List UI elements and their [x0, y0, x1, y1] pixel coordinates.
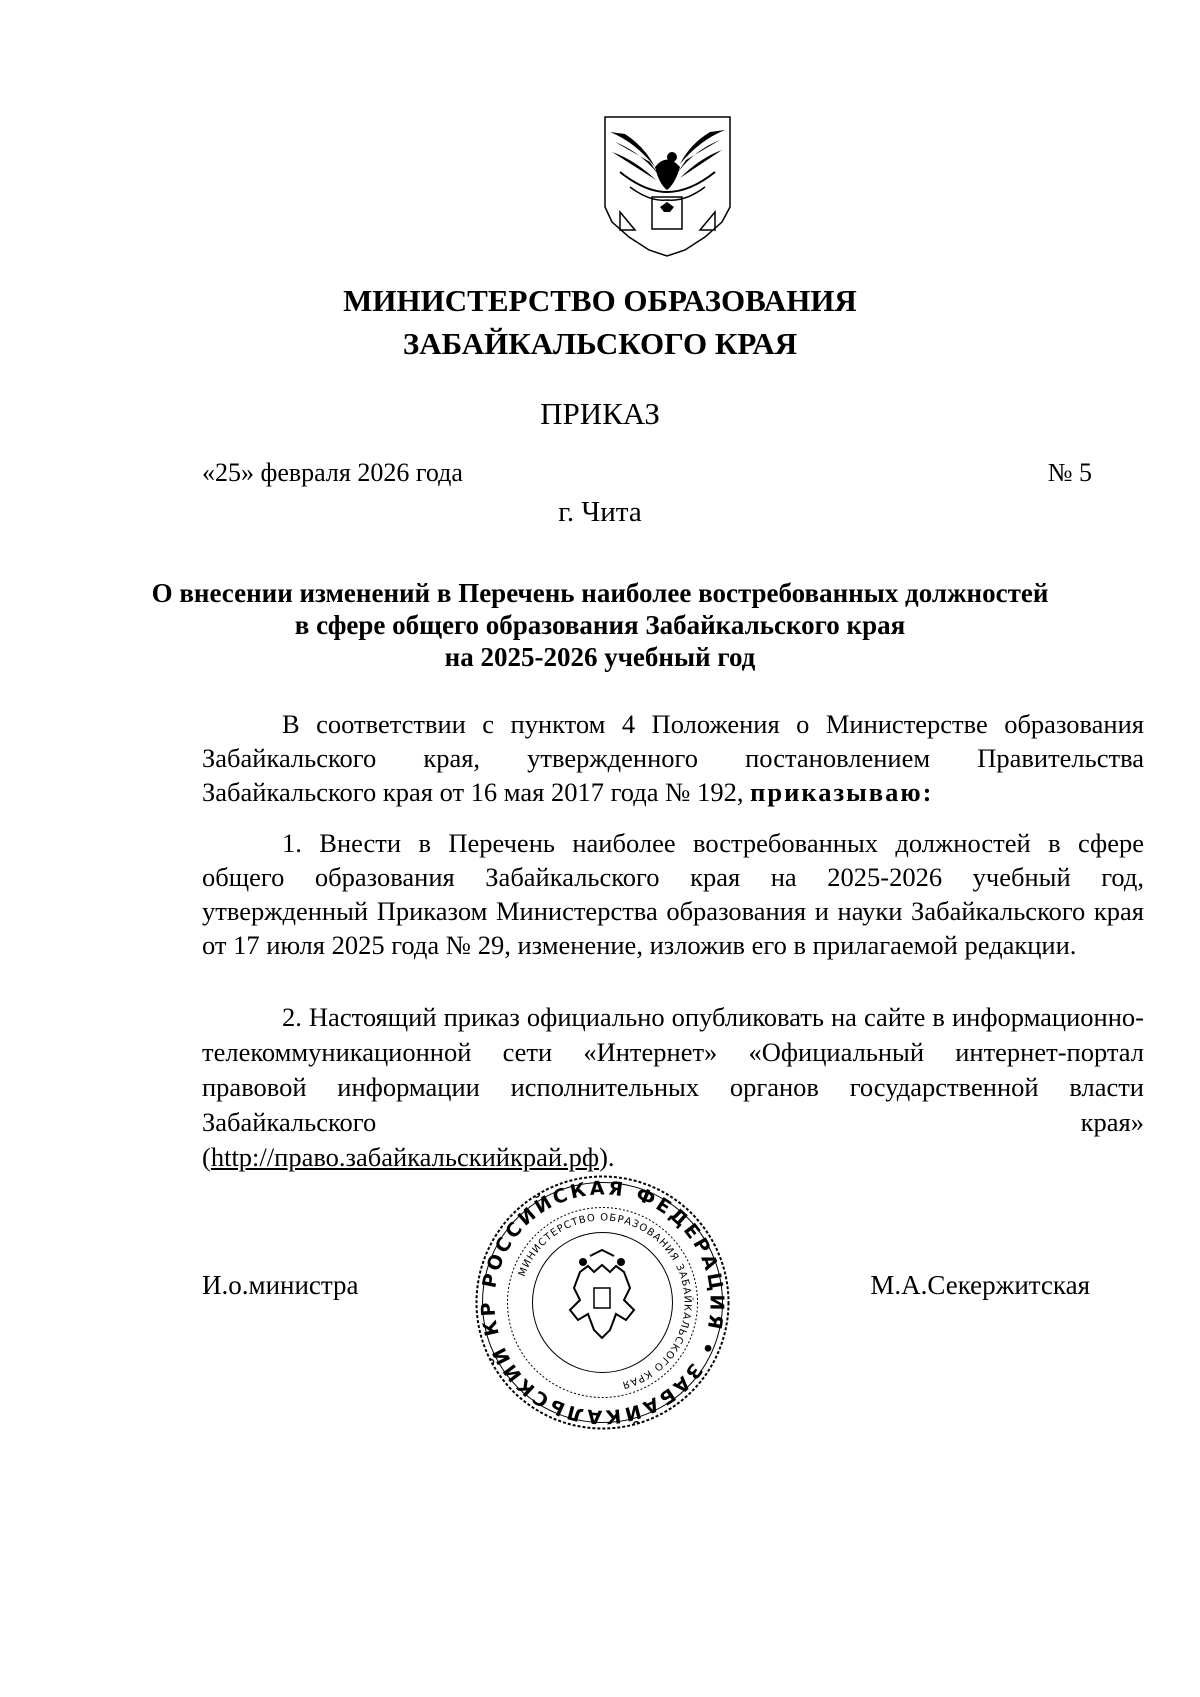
order-keyword: приказываю: [750, 777, 934, 807]
official-stamp [470, 1170, 735, 1435]
document-city: г. Чита [558, 496, 642, 528]
document-type: ПРИКАЗ [540, 396, 660, 431]
ministry-name-line1: МИНИСТЕРСТВО ОБРАЗОВАНИЯ [343, 283, 857, 318]
preamble [202, 707, 1144, 809]
svg-text:МИНИСТЕРСТВО ОБРАЗОВАНИЯ ЗАБАЙ [517, 1212, 695, 1390]
signatory-position: И.о.министра [202, 1270, 359, 1300]
document-date: «25» февраля 2026 года [202, 458, 463, 487]
coat-of-arms-emblem [600, 112, 735, 260]
item-1-text: 1. Внести в Перечень наиболее востребованных должностей в сфере общего образования Забайкальского края на 2025-2026 учебный год, утвержденный Приказом Министерства образования и науки Забайкальского края от 17 июля 2025 года № 29, изменение, изложив его в прилагаемой редакции. [202, 828, 1144, 960]
stamp-outer-text: РОССИЙСКАЯ ФЕДЕРАЦИЯ • ЗАБАЙКАЛЬСКИЙ КР [477, 1177, 728, 1428]
ministry-name-line2: ЗАБАЙКАЛЬСКОГО КРАЯ [402, 326, 798, 361]
item-2-text: 2. Настоящий приказ официально опубликовать на сайте в информационно-телекоммуникационной сети «Интернет» «Официальный интернет-портал правовой информации исполнительных органов государственной власти Забайкальского края» [202, 1002, 1144, 1137]
preamble-text: В соответствии с пунктом 4 Положения о Министерстве образования Забайкальского края, утвержденного постановлением Правительства Забайкальского края от 16 мая 2017 года № 192, [202, 709, 1144, 807]
stamp-eagle-icon [570, 1250, 634, 1338]
signatory-name: М.А.Секержитская [870, 1270, 1090, 1300]
url-open-paren: ( [202, 1142, 211, 1172]
stamp-inner-text: МИНИСТЕРСТВО ОБРАЗОВАНИЯ ЗАБАЙКАЛЬСКОГО КРАЯ [516, 1212, 693, 1391]
subject-line: на 2025-2026 учебный год [444, 642, 756, 672]
subject-line: в сфере общего образования Забайкальского края [294, 610, 906, 640]
subject-line: О внесении изменений в Перечень наиболее востребованных должностей [151, 578, 1049, 608]
order-item-1 [202, 826, 1144, 962]
order-item-2 [202, 1000, 1144, 1175]
document-subject [0, 577, 1200, 673]
legal-portal-link[interactable]: http://право.забайкальскийкрай.рф [210, 1142, 600, 1172]
document-number: № 5 [1047, 458, 1092, 487]
url-close-paren: ). [599, 1142, 615, 1172]
